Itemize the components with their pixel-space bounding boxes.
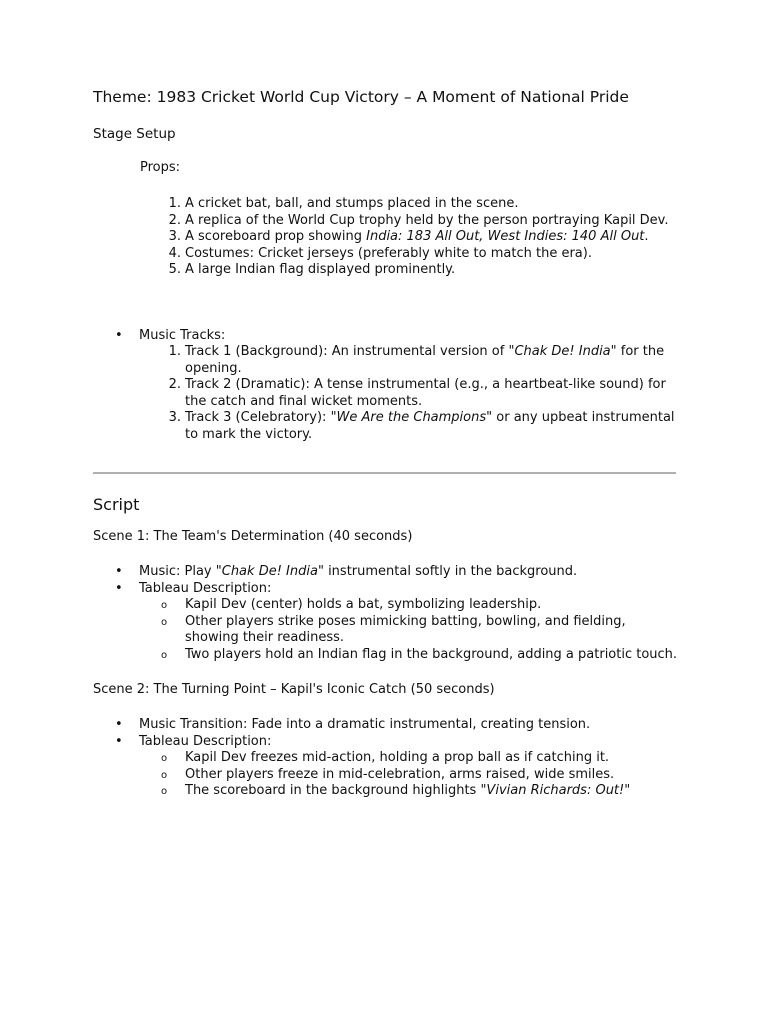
circle-bullet-icon: o	[161, 786, 168, 797]
props-heading: Props:	[140, 160, 181, 175]
list-item: o The scoreboard in the background highlights "Vivian Richards: Out!"	[185, 783, 683, 800]
bullet-icon: •	[115, 580, 123, 596]
scene-2-heading: Scene 2: The Turning Point – Kapil's Iconic Catch (50 seconds)	[93, 682, 495, 697]
scene-1-tableau-list	[161, 597, 683, 663]
scene-1-heading: Scene 1: The Team's Determination (40 seconds)	[93, 529, 413, 544]
circle-bullet-icon: o	[161, 753, 168, 764]
circle-bullet-icon: o	[161, 616, 168, 628]
bullet-icon: •	[115, 564, 123, 579]
scene-2-tableau-list	[161, 750, 683, 800]
list-item: • Tableau Description: o Kapil Dev freezes mid-action, holding a prop ball as if catching it. o Other players freeze in mid-celebration, arms raised, wide smiles. o The scoreboard in the background highlights "Vivian Richards: Out!"	[139, 734, 683, 800]
list-item: 4. Costumes: Cricket jerseys (preferably white to match the era).	[168, 245, 592, 261]
list-item: o Kapil Dev (center) holds a bat, symbolizing leadership.	[185, 597, 683, 614]
bullet-icon: •	[115, 733, 123, 749]
list-item	[115, 327, 683, 345]
list-item: 2. A replica of the World Cup trophy held by the person portraying Kapil Dev.	[168, 212, 669, 228]
document-page	[93, 86, 683, 800]
list-item: • Music: Play "Chak De! India" instrumental softly in the background.	[115, 564, 578, 579]
list-item: 1. Track 1 (Background): An instrumental version of "Chak De! India" for the opening.	[168, 344, 665, 376]
circle-bullet-icon: o	[161, 600, 168, 611]
list-item: 1. A cricket bat, ball, and stumps placed in the scene.	[168, 196, 519, 211]
list-item: o Other players freeze in mid-celebration, arms raised, wide smiles.	[185, 767, 683, 784]
list-item: o Other players strike poses mimicking batting, bowling, and fielding, showing their readiness.	[161, 613, 626, 645]
music-tracks-list	[168, 344, 683, 443]
props-list	[168, 196, 683, 279]
stage-setup-heading: Stage Setup	[93, 126, 176, 142]
list-item: 3. Track 3 (Celebratory): "We Are the Champions" or any upbeat instrumental to mark the victory.	[168, 410, 675, 442]
list-item: 2. Track 2 (Dramatic): A tense instrumental (e.g., a heartbeat-like sound) for the catch and final wicket moments.	[168, 377, 666, 409]
list-item: 5. A large Indian flag displayed prominently.	[168, 262, 456, 277]
music-tracks-bullet	[115, 327, 683, 345]
circle-bullet-icon: o	[161, 649, 168, 661]
list-item: 3. A scoreboard prop showing India: 183 All Out, West Indies: 140 All Out.	[168, 229, 649, 244]
list-item: o Kapil Dev freezes mid-action, holding a prop ball as if catching it.	[185, 750, 683, 767]
bullet-icon: •	[115, 717, 123, 732]
page-title: Theme: 1983 Cricket World Cup Victory – A Moment of National Pride	[93, 88, 629, 106]
scene-1-list	[115, 564, 683, 663]
music-tracks-heading: Music Tracks:	[139, 327, 226, 343]
list-item: • Tableau Description: o Kapil Dev (center) holds a bat, symbolizing leadership. o Other players strike poses mimicking batting, bowling, and fielding, showing their readiness. o Two players hold an Indian flag in the background, adding a patriotic touch.	[139, 581, 683, 664]
scene-2-list	[115, 717, 683, 800]
circle-bullet-icon: o	[161, 769, 168, 781]
list-item: o Two players hold an Indian flag in the background, adding a patriotic touch.	[185, 647, 683, 664]
script-heading: Script	[93, 495, 140, 514]
bullet-icon: •	[115, 327, 123, 343]
list-item: • Music Transition: Fade into a dramatic instrumental, creating tension.	[115, 717, 591, 732]
horizontal-divider	[93, 472, 676, 474]
